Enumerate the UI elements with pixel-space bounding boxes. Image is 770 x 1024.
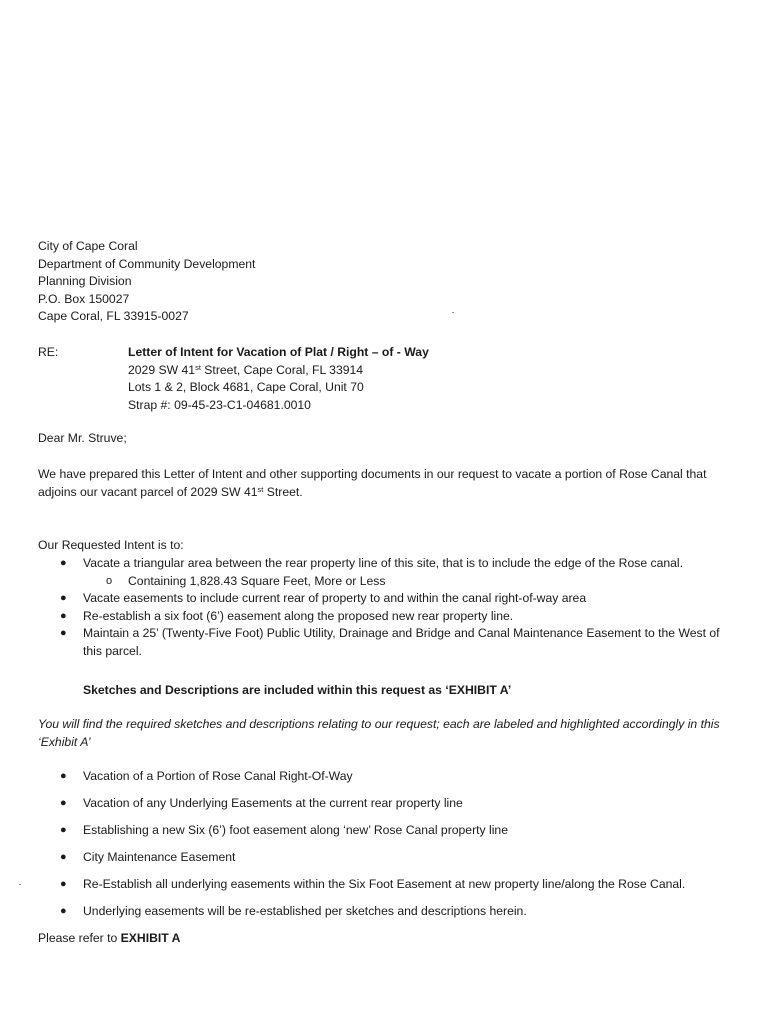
refer-text: Please refer to — [38, 931, 121, 945]
bullet-icon: ● — [60, 627, 67, 640]
bullet-icon: ● — [60, 592, 67, 605]
intent-heading: Our Requested Intent is to: — [38, 538, 184, 552]
refer-exhibit: EXHIBIT A — [120, 931, 181, 945]
exhibit-heading: Sketches and Descriptions are included within this request as ‘EXHIBIT A’ — [83, 683, 512, 697]
intro-paragraph-sup: st — [257, 484, 264, 494]
list-item — [38, 625, 728, 660]
list-item — [38, 903, 728, 921]
intent-list — [38, 555, 728, 661]
list-item-text: Vacate easements to include current rear of property to and within the canal right-of-way area — [83, 591, 587, 606]
list-item — [38, 795, 728, 813]
list-item — [38, 608, 728, 626]
list-item-text: Re-establish a six foot (6’) easement along the proposed new rear property line. — [83, 608, 514, 623]
exhibit-list — [38, 768, 728, 930]
refer-line — [38, 930, 180, 948]
bullet-icon: ● — [60, 823, 67, 836]
salutation: Dear Mr. Struve; — [38, 431, 127, 445]
sub-list-item-text: Containing 1,828.43 Square Feet, More or Less — [128, 573, 386, 588]
list-item-text: Maintain a 25’ (Twenty-Five Foot) Public Utility, Drainage and Bridge and Canal Maintenance Easement to the West of this parcel. — [83, 626, 720, 658]
list-item-text: Vacate a triangular area between the rear property line of this site, that is to include the edge of the Rose canal. — [83, 556, 684, 570]
bullet-icon: ● — [60, 770, 67, 782]
exhibit-note: You will find the required sketches and descriptions relating to our request; each are labeled and highlighted accordingly in this ‘Exhibit A’ — [38, 717, 720, 749]
bullet-icon: ● — [60, 904, 67, 917]
intro-paragraph-pre: We have prepared this Letter of Intent and other supporting documents in our request to vacate a portion of Rose Canal that adjoins our vacant parcel of 2029 SW 41 — [38, 467, 707, 499]
address-line: Planning Division — [38, 274, 132, 289]
sub-bullet-icon: o — [106, 574, 113, 587]
re-street-sup: st — [195, 362, 201, 372]
bullet-icon: ● — [60, 796, 67, 809]
list-item-text: Underlying easements will be re-established per sketches and descriptions herein. — [83, 903, 527, 918]
re-street-post: Street, Cape Coral, FL 33914 — [200, 362, 364, 377]
re-label: RE: — [38, 345, 59, 359]
re-lots-line: Lots 1 & 2, Block 4681, Cape Coral, Unit 70 — [128, 380, 364, 395]
re-strap-line: Strap #: 09-45-23-C1-04681.0010 — [128, 397, 311, 412]
bullet-icon: ● — [60, 609, 67, 622]
address-line: P.O. Box 150027 — [38, 291, 130, 306]
intro-paragraph-post: Street. — [263, 484, 303, 499]
re-street-pre: 2029 SW 41 — [128, 362, 196, 377]
list-item-text: Establishing a new Six (6’) foot easement along ‘new’ Rose Canal property line — [83, 822, 508, 837]
list-item-text: City Maintenance Easement — [83, 849, 236, 864]
scan-speck — [19, 884, 21, 885]
bullet-icon: ● — [60, 877, 67, 890]
bullet-icon: ● — [60, 557, 67, 569]
re-lines — [128, 344, 429, 414]
list-item — [38, 768, 728, 786]
list-item — [38, 555, 728, 573]
bullet-icon: ● — [60, 850, 67, 863]
sub-list-item — [38, 573, 728, 591]
list-item — [38, 876, 728, 894]
recipient-address — [38, 238, 255, 326]
address-line: Cape Coral, FL 33915-0027 — [38, 309, 189, 324]
list-item-text: Vacation of a Portion of Rose Canal Right-Of-Way — [83, 769, 353, 783]
list-item-text: Vacation of any Underlying Easements at the current rear property line — [83, 795, 463, 810]
scan-speck — [452, 312, 454, 313]
list-item — [38, 590, 728, 608]
re-street-line — [128, 362, 429, 380]
list-item-text: Re-Establish all underlying easements within the Six Foot Easement at new property line/along the Rose Canal. — [83, 876, 686, 891]
address-line: City of Cape Coral — [38, 239, 138, 253]
intro-paragraph — [38, 466, 728, 501]
list-item — [38, 822, 728, 840]
list-item — [38, 849, 728, 867]
re-title: Letter of Intent for Vacation of Plat / Right – of - Way — [128, 345, 429, 359]
address-line: Department of Community Development — [38, 256, 256, 271]
